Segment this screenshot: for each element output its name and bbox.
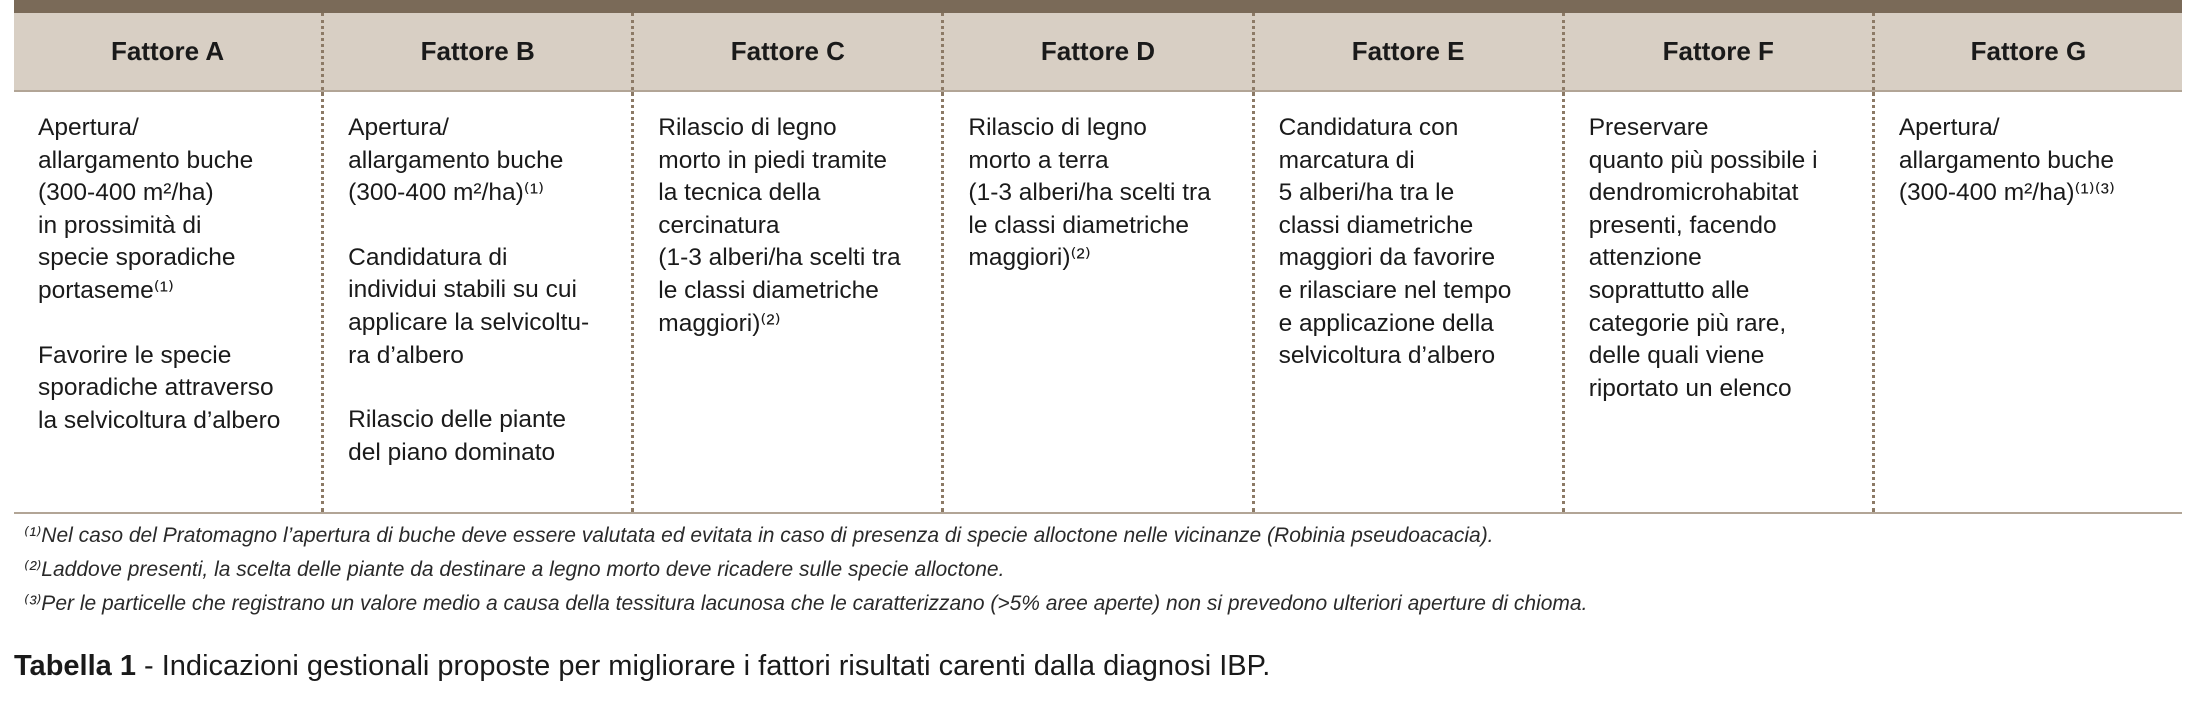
header-fattore-c: Fattore C	[634, 13, 944, 90]
cell-fattore-c	[634, 92, 944, 512]
cell-fattore-d	[944, 92, 1254, 512]
cell-paragraph: Rilascio di legno morto a terra (1-3 alberi/ha scelti tra le classi diametriche maggiori)⁽²⁾	[968, 114, 1211, 272]
cell-paragraph: Preservare quanto più possibile i dendromicrohabitat presenti, facendo attenzione soprattutto alle categorie più rare, delle quali viene riportato un elenco	[1588, 114, 1818, 402]
management-table	[14, 0, 2182, 514]
cell-paragraph: Apertura/ allargamento buche (300-400 m²/ha)⁽¹⁾	[348, 114, 564, 207]
cell-paragraph: Candidatura con marcatura di 5 alberi/ha tra le classi diametriche maggiori da favorire e rilasciare nel tempo e applicazione della selvicoltura d’albero	[1278, 114, 1512, 370]
footnote-3: ⁽³⁾Per le particelle che registrano un valore medio a causa della tessitura lacunosa che le caratterizzano (>5% aree aperte) non si prevedono ulteriori aperture di chioma.	[24, 592, 1588, 615]
header-fattore-f: Fattore F	[1565, 13, 1875, 90]
cell-fattore-b	[324, 92, 634, 512]
header-fattore-e: Fattore E	[1255, 13, 1565, 90]
cell-fattore-f	[1565, 92, 1875, 512]
cell-paragraph: Candidatura di individui stabili su cui applicare la selvicoltu- ra d’albero	[348, 243, 590, 369]
footnotes	[24, 519, 1587, 621]
cell-paragraph: Rilascio di legno morto in piedi tramite la tecnica della cercinatura (1-3 alberi/ha scelti tra le classi diametriche maggiori)⁽²⁾	[658, 114, 901, 337]
header-fattore-d: Fattore D	[944, 13, 1254, 90]
cell-paragraph: Apertura/ allargamento buche (300-400 m²/ha) in prossimità di specie sporadiche portaseme⁽¹⁾	[38, 114, 254, 304]
cell-fattore-e	[1255, 92, 1565, 512]
caption-label: Tabella 1	[14, 650, 136, 682]
header-fattore-g: Fattore G	[1970, 36, 2087, 66]
header-fattore-b: Fattore B	[324, 13, 634, 90]
caption-separator: -	[135, 650, 162, 682]
cell-fattore-a	[14, 92, 324, 512]
table-header-row	[14, 13, 2182, 92]
header-fattore-a: Fattore A	[14, 13, 324, 90]
cell-paragraph: Apertura/ allargamento buche (300-400 m²/ha)⁽¹⁾⁽³⁾	[1898, 114, 2115, 207]
cell-fattore-g	[1875, 92, 2182, 512]
footnote-1: ⁽¹⁾Nel caso del Pratomagno l’apertura di buche deve essere valutata ed evitata in caso di presenza di specie alloctone nelle vicinanze (Robinia pseudoacacia).	[24, 524, 1494, 547]
cell-paragraph: Rilascio delle piante del piano dominato	[348, 406, 567, 466]
table-caption	[14, 650, 1270, 683]
table-top-rule	[14, 0, 2182, 13]
footnote-2: ⁽²⁾Laddove presenti, la scelta delle piante da destinare a legno morto deve ricadere sulle specie alloctone.	[24, 558, 1005, 581]
cell-paragraph: Favorire le specie sporadiche attraverso la selvicoltura d’albero	[38, 341, 281, 434]
caption-text: Indicazioni gestionali proposte per migliorare i fattori risultati carenti dalla diagnosi IBP.	[161, 650, 1271, 682]
table-body-row	[14, 92, 2182, 514]
